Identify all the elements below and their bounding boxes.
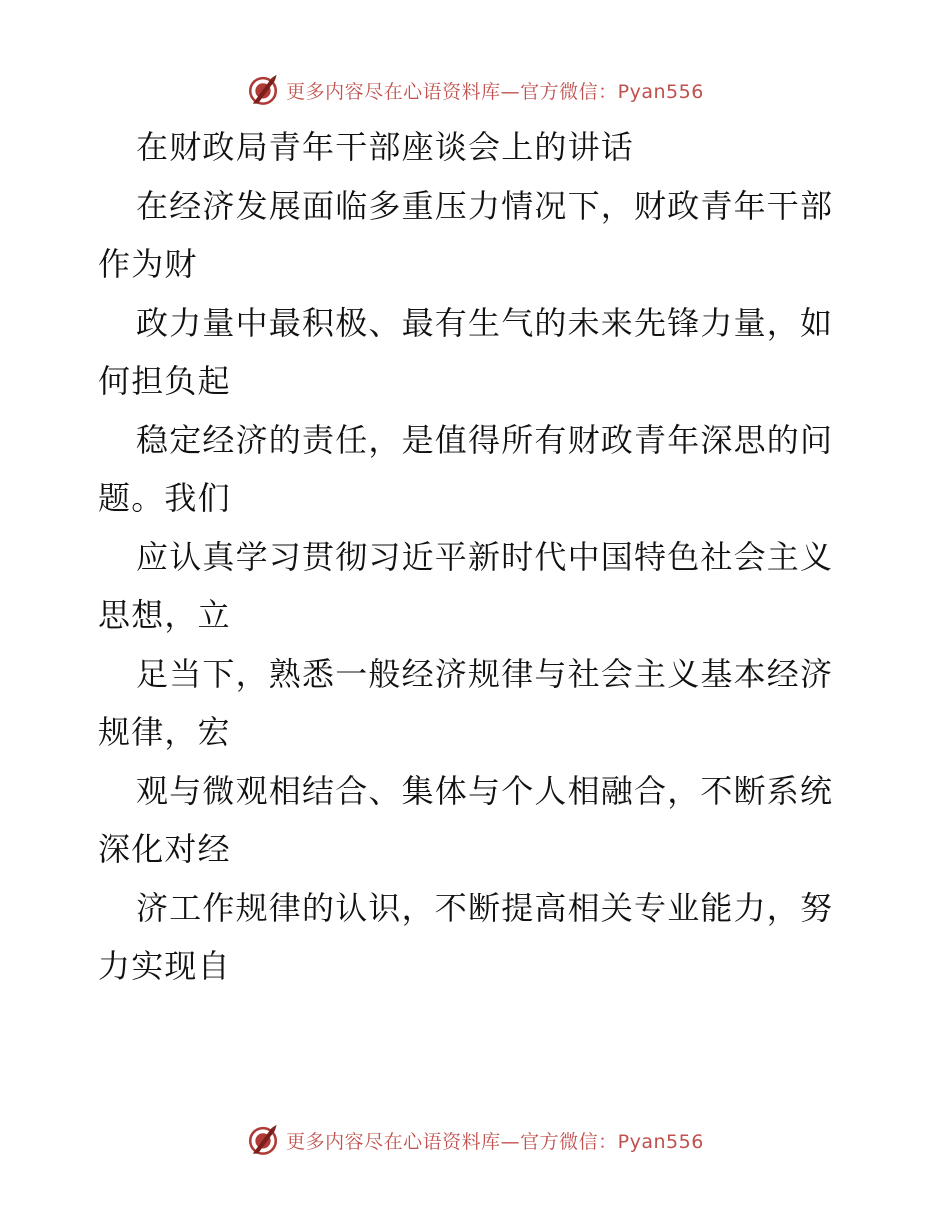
paragraph-line: 思想，立 (98, 596, 231, 634)
quill-pen-logo-icon (246, 1123, 280, 1157)
paragraph-line: 足当下，熟悉一般经济规律与社会主义基本经济 (136, 654, 834, 693)
paragraph-line: 深化对经 (98, 830, 231, 868)
paragraph-line: 力实现自 (98, 947, 231, 985)
header-banner (0, 70, 950, 110)
banner-text: 更多内容尽在心语资料库—官方微信：Pyan556 (286, 80, 704, 103)
footer-banner (0, 1120, 950, 1160)
quill-pen-logo-icon (246, 73, 280, 107)
paragraph-line: 作为财 (98, 245, 198, 283)
paragraph-line: 应认真学习贯彻习近平新时代中国特色社会主义 (136, 537, 834, 576)
paragraph-line: 规律，宏 (98, 713, 231, 751)
paragraph-line: 在经济发展面临多重压力情况下，财政青年干部 (136, 186, 834, 225)
paragraph-line: 题。我们 (98, 479, 231, 517)
document-body (98, 118, 858, 996)
paragraph-line: 政力量中最积极、最有生气的未来先锋力量，如 (136, 303, 834, 342)
banner-text: 更多内容尽在心语资料库—官方微信：Pyan556 (286, 1130, 704, 1153)
paragraph-line: 何担负起 (98, 362, 231, 400)
doc-title: 在财政局青年干部座谈会上的讲话 (136, 128, 635, 166)
paragraph-line: 稳定经济的责任，是值得所有财政青年深思的问 (136, 420, 834, 459)
paragraph-line: 观与微观相结合、集体与个人相融合，不断系统 (136, 771, 834, 810)
paragraph-line: 济工作规律的认识，不断提高相关专业能力，努 (136, 888, 834, 927)
